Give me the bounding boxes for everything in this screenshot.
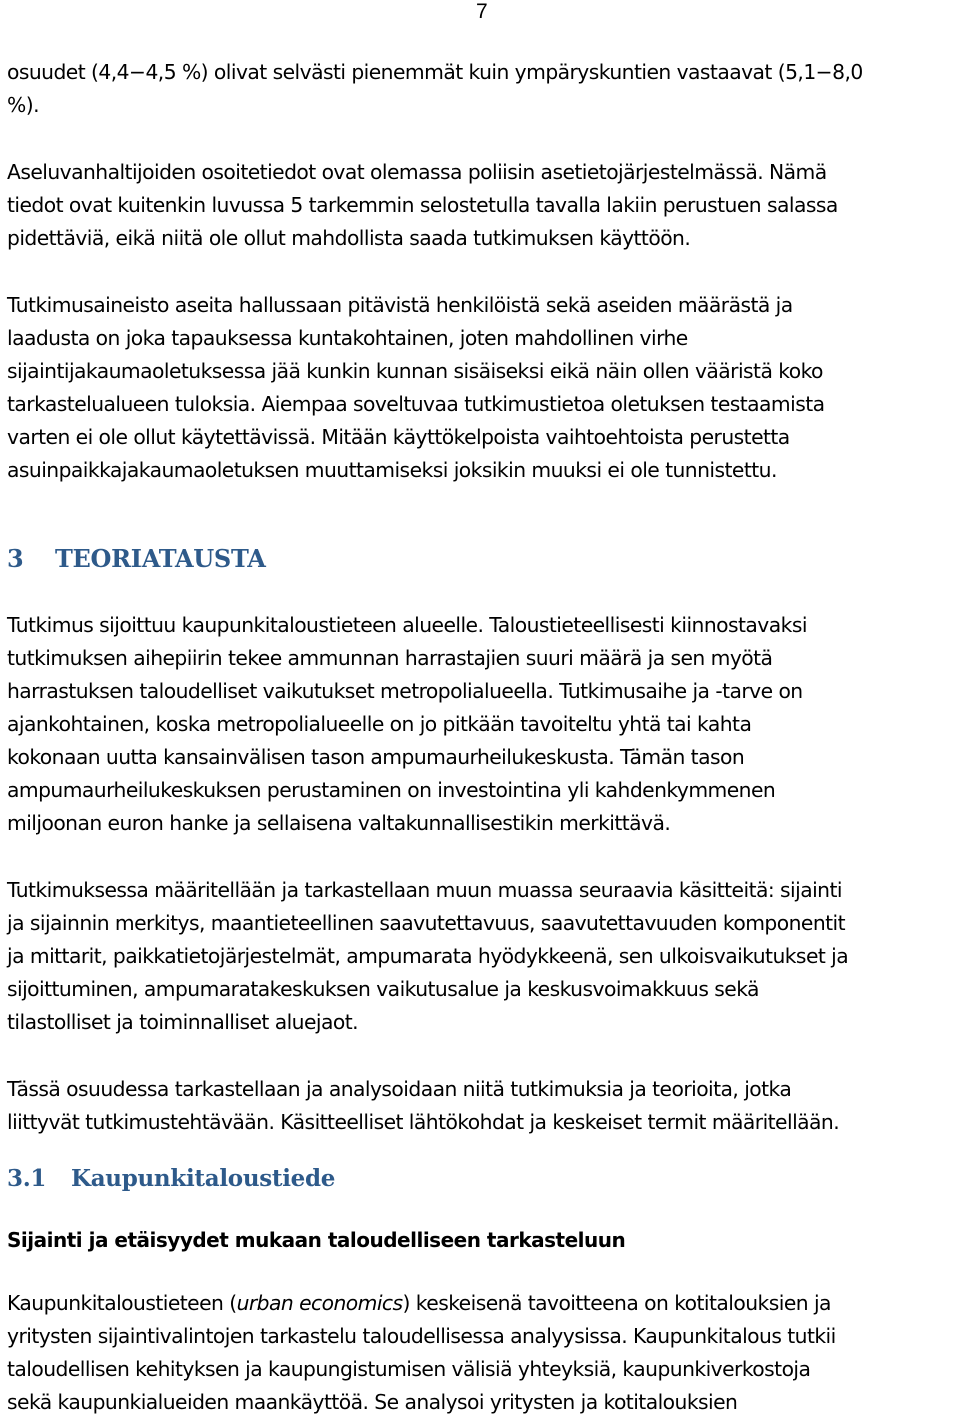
emphasis-term: urban economics [236,1291,403,1315]
text-line: pidettäviä, eikä niitä ole ollut mahdollista saada tutkimuksen käyttöön. [7,226,691,250]
paragraph-3 [7,289,957,487]
text-line: sekä kaupunkialueiden maankäyttöä. Se analysoi yritysten ja kotitalouksien [7,1390,738,1414]
text-line: asuinpaikkajakaumaoletuksen muuttamiseksi joksikin muuksi ei ole tunnistettu. [7,458,777,482]
text-line: ja sijainnin merkitys, maantieteellinen saavutettavuus, saavutettavuuden komponentit [7,911,846,935]
section-number: 3 [7,544,24,573]
text-line: kokonaan uutta kansainvälisen tason ampumaurheilukeskusta. Tämän tason [7,745,745,769]
section-title: Kaupunkitaloustiede [71,1165,336,1192]
page-number: 7 [476,0,488,23]
text-line [7,1287,957,1320]
text-line: Tutkimusaineisto aseita hallussaan pitävistä henkilöistä sekä aseiden määrästä ja [7,293,793,317]
text-line: taloudellisen kehityksen ja kaupungistumisen välisiä yhteyksiä, kaupunkiverkostoja [7,1357,811,1381]
text-line: sijaintijakaumaoletuksessa jää kunkin kunnan sisäiseksi eikä näin ollen vääristä koko [7,359,823,383]
subheading: Sijainti ja etäisyydet mukaan taloudelliseen tarkasteluun [7,1228,626,1252]
text-line: miljoonan euron hanke ja sellaisena valtakunnallisestikin merkittävä. [7,811,671,835]
section-heading-3-1 [7,1159,957,1199]
text-segment: ) keskeisenä tavoitteena on kotitalouksien ja [402,1291,831,1315]
text-line: sijoittuminen, ampumaratakeskuksen vaikutusalue ja keskusvoimakkuus sekä [7,977,759,1001]
text-segment: Kaupunkitaloustieteen ( [7,1291,237,1315]
text-line: liittyvät tutkimustehtävään. Käsitteelliset lähtökohdat ja keskeiset termit määritellään. [7,1110,840,1134]
paragraph-4 [7,609,957,840]
text-line: Tässä osuudessa tarkastellaan ja analysoidaan niitä tutkimuksia ja teorioita, jotka [7,1077,792,1101]
text-line: tilastolliset ja toiminnalliset aluejaot. [7,1010,359,1034]
paragraph-1 [7,56,957,122]
text-line: tutkimuksen aihepiirin tekee ammunnan harrastajien suuri määrä ja sen myötä [7,646,773,670]
text-line: Tutkimuksessa määritellään ja tarkastellaan muun muassa seuraavia käsitteitä: sijainti [7,878,842,902]
section-number: 3.1 [7,1165,47,1192]
document-body [7,56,957,1419]
text-line: %). [7,93,39,117]
paragraph-5 [7,874,957,1039]
text-line: tarkastelualueen tuloksia. Aiempaa soveltuvaa tutkimustietoa oletuksen testaamista [7,392,825,416]
text-line: laadusta on joka tapauksessa kuntakohtainen, joten mahdollinen virhe [7,326,688,350]
paragraph-2 [7,156,957,255]
section-title: TEORIATAUSTA [55,544,266,573]
text-line: harrastuksen taloudelliset vaikutukset metropolialueella. Tutkimusaihe ja -tarve on [7,679,803,703]
text-line: Tutkimus sijoittuu kaupunkitaloustieteen alueelle. Taloustieteellisesti kiinnostavaksi [7,613,807,637]
text-line: ajankohtainen, koska metropolialueelle on jo pitkään tavoiteltu yhtä tai kahta [7,712,752,736]
text-line: Aseluvanhaltijoiden osoitetiedot ovat olemassa poliisin asetietojärjestelmässä. Nämä [7,160,827,184]
text-line: varten ei ole ollut käytettävissä. Mitään käyttökelpoista vaihtoehtoista perustetta [7,425,790,449]
paragraph-7 [7,1287,957,1419]
text-line: yritysten sijaintivalintojen tarkastelu taloudellisessa analyysissa. Kaupunkitalous tutkii [7,1324,836,1348]
paragraph-6 [7,1073,957,1139]
text-line: osuudet (4,4−4,5 %) olivat selvästi pienemmät kuin ympäryskuntien vastaavat (5,1−8,0 [7,60,863,84]
section-heading-3 [7,539,957,579]
text-line: tiedot ovat kuitenkin luvussa 5 tarkemmin selostetulla tavalla lakiin perustuen salassa [7,193,838,217]
text-line: ja mittarit, paikkatietojärjestelmät, ampumarata hyödykkeenä, sen ulkoisvaikutukset ja [7,944,849,968]
text-line: ampumaurheilukeskuksen perustaminen on investointina yli kahdenkymmenen [7,778,776,802]
